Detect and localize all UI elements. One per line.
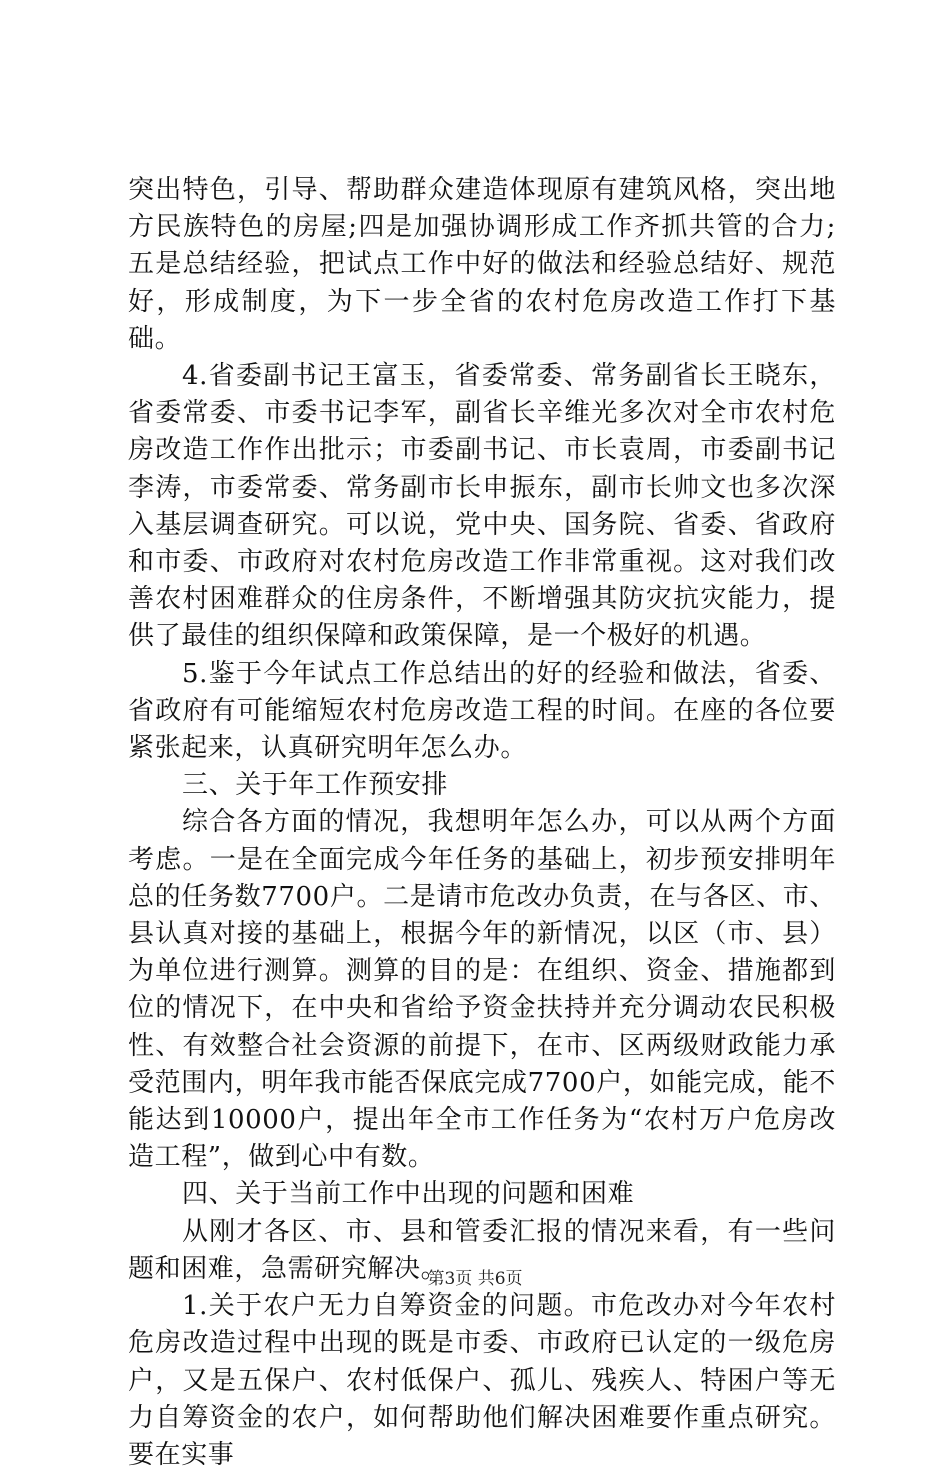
paragraph-item-5: 5.鉴于今年试点工作总结出的好的经验和做法，省委、省政府有可能缩短农村危房改造工程的时间。在座的各位要紧张起来，认真研究明年怎么办。 bbox=[128, 658, 836, 764]
section-heading-3: 三、关于年工作预安排 bbox=[182, 770, 449, 801]
paragraph-continuation: 突出特色，引导、帮助群众建造体现原有建筑风格，突出地方民族特色的房屋;四是加强协调形成工作齐抓共管的合力;五是总结经验，把试点工作中好的做法和经验总结好、规范好，形成制度，为下一步全省的农村危房改造工作打下基础。 bbox=[128, 175, 836, 354]
paragraph-section-3-body: 综合各方面的情况，我想明年怎么办，可以从两个方面考虑。一是在全面完成今年任务的基础上，初步预安排明年总的任务数7700户。二是请市危改办负责，在与各区、市、县认真对接的基础上，根据今年的新情况，以区（市、县）为单位进行测算。测算的目的是：在组织、资金、措施都到位的情况下，在中央和省给予资金扶持并充分调动农民积极性、有效整合社会资源的前提下，在市、区两级财政能力承受范围内，明年我市能否保底完成7700户，如能完成，能不能达到10000户，提出年全市工作任务为“农村万户危房改造工程”，做到心中有数。 bbox=[128, 807, 836, 1173]
page-footer: 第3页 共6页 bbox=[427, 1269, 523, 1289]
paragraph-item-4: 4.省委副书记王富玉，省委常委、常务副省长王晓东，省委常委、市委书记李军，副省长辛维光多次对全市农村危房改造工作作出批示；市委副书记、市长袁周，市委副书记李涛，市委常委、常务副市长申振东，副市长帅文也多次深入基层调查研究。可以说，党中央、国务院、省委、省政府和市委、市政府对农村危房改造工作非常重视。这对我们改善农村困难群众的住房条件，不断增强其防灾抗灾能力，提供了最佳的组织保障和政策保障，是一个极好的机遇。 bbox=[128, 361, 836, 652]
paragraph-problem-1: 1.关于农户无力自筹资金的问题。市危改办对今年农村危房改造过程中出现的既是市委、市政府已认定的一级危房户，又是五保户、农村低保户、孤儿、残疾人、特困户等无力自筹资金的农户，如何帮助他们解决困难要作重点研究。要在实事 bbox=[128, 1291, 836, 1470]
section-heading-4: 四、关于当前工作中出现的问题和困难 bbox=[182, 1179, 635, 1210]
paragraph-section-4-intro: 从刚才各区、市、县和管委汇报的情况来看，有一些问题和困难，急需研究解决。 bbox=[128, 1216, 836, 1284]
